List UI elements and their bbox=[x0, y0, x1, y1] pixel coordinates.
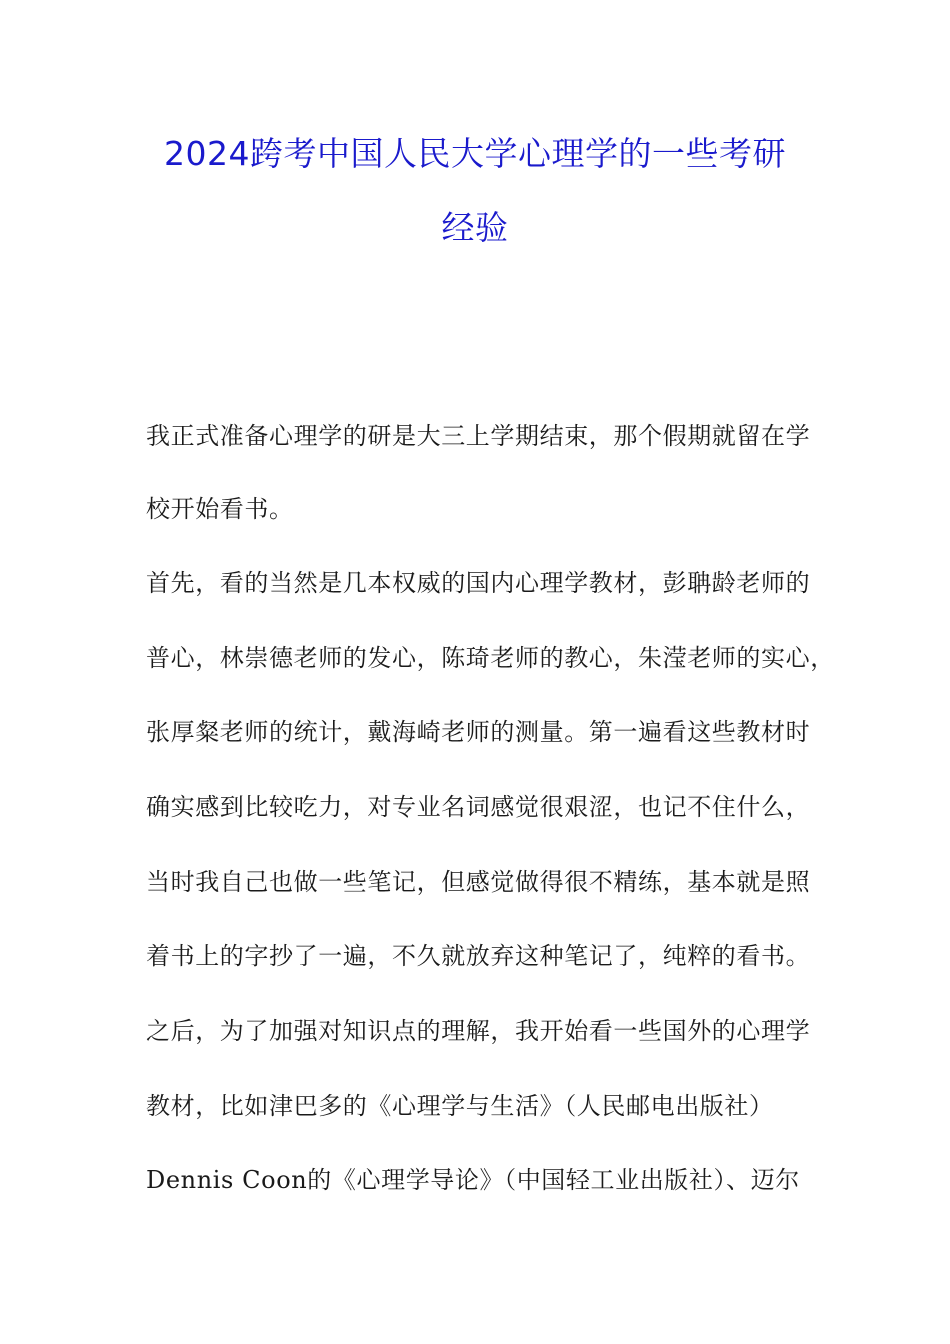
body-line-8: 着书上的字抄了一遍，不久就放弃这种笔记了，纯粹的看书。 bbox=[146, 942, 811, 970]
body-line-3: 首先，看的当然是几本权威的国内心理学教材，彭聃龄老师的 bbox=[146, 569, 811, 597]
body-line-9: 之后，为了加强对知识点的理解，我开始看一些国外的心理学 bbox=[146, 1017, 811, 1045]
body-line-10: 教材，比如津巴多的《心理学与生活》（人民邮电出版社） bbox=[146, 1092, 774, 1120]
body-line-11: Dennis Coon的《心理学导论》（中国轻工业出版社）、迈尔 bbox=[146, 1166, 800, 1194]
document-title-line-2: 经验 bbox=[441, 208, 509, 247]
body-line-2: 校开始看书。 bbox=[146, 495, 294, 523]
body-line-4: 普心，林崇德老师的发心，陈琦老师的教心，朱滢老师的实心， bbox=[146, 644, 835, 672]
body-line-6: 确实感到比较吃力，对专业名词感觉很艰涩，也记不住什么， bbox=[146, 793, 811, 821]
body-line-7: 当时我自己也做一些笔记，但感觉做得很不精练，基本就是照 bbox=[146, 868, 811, 896]
body-line-5: 张厚粲老师的统计，戴海崎老师的测量。第一遍看这些教材时 bbox=[146, 718, 811, 746]
body-line-1: 我正式准备心理学的研是大三上学期结束，那个假期就留在学 bbox=[146, 422, 811, 450]
document-title-line-1: 2024跨考中国人民大学心理学的一些考研 bbox=[164, 134, 786, 173]
